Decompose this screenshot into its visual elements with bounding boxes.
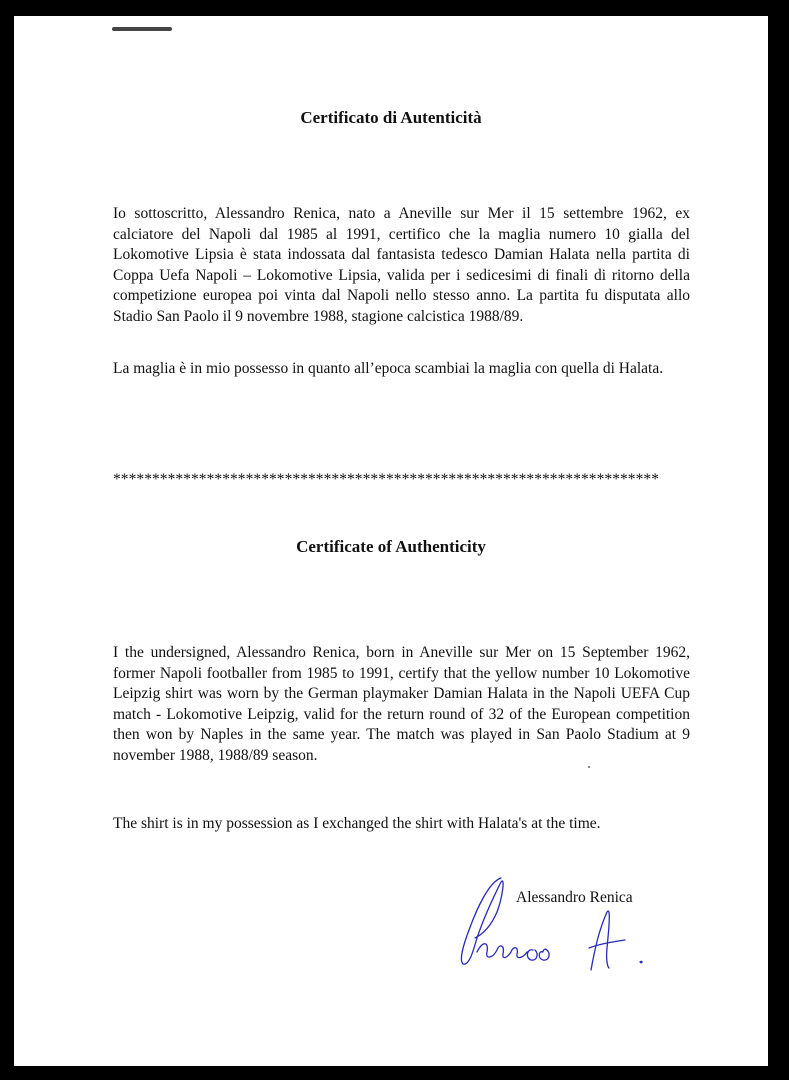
italian-body: Io sottoscritto, Alessandro Renica, nato a Aneville sur Mer il 15 settembre 1962, ex calciatore del Napoli dal 1985 al 1991, certifico che la maglia numero 10 gialla del Lokomotive Lipsia è stata indossata dal fantasista tedesco Damian Halata nella partita di Coppa Uefa Napoli – Lokomotive Lipsia, valida per i sedicesimi di finali di ritorno della competizione europea poi vinta dal Napoli nello stesso anno. La partita fu disputata allo Stadio San Paolo il 9 novembre 1988, stagione calcistica 1988/89. (113, 205, 690, 325)
signer-name: Alessandro Renica (516, 889, 633, 906)
english-possession: The shirt is in my possession as I exchanged the shirt with Halata's at the time. (113, 815, 601, 832)
separator: ********************************************************************** (113, 471, 659, 488)
english-title: Certificate of Authenticity (296, 537, 486, 556)
handwritten-signature (439, 868, 679, 978)
italian-possession: La maglia è in mio possesso in quanto all’epoca scambiai la maglia con quella di Halata. (113, 360, 664, 377)
scan-artifact (112, 27, 172, 31)
english-body: I the undersigned, Alessandro Renica, born in Aneville sur Mer on 15 September 1962, former Napoli footballer from 1985 to 1991, certify that the yellow number 10 Lokomotive Leipzig shirt was worn by the German playmaker Damian Halata in the Napoli UEFA Cup match - Lokomotive Leipzig, valid for the return round of 32 of the European competition then won by Naples in the same year. The match was played in San Paolo Stadium at 9 november 1988, 1988/89 season. (113, 644, 690, 764)
italian-title: Certificato di Autenticità (300, 108, 482, 127)
certificate-page (14, 16, 768, 1066)
ink-dot (588, 766, 590, 768)
